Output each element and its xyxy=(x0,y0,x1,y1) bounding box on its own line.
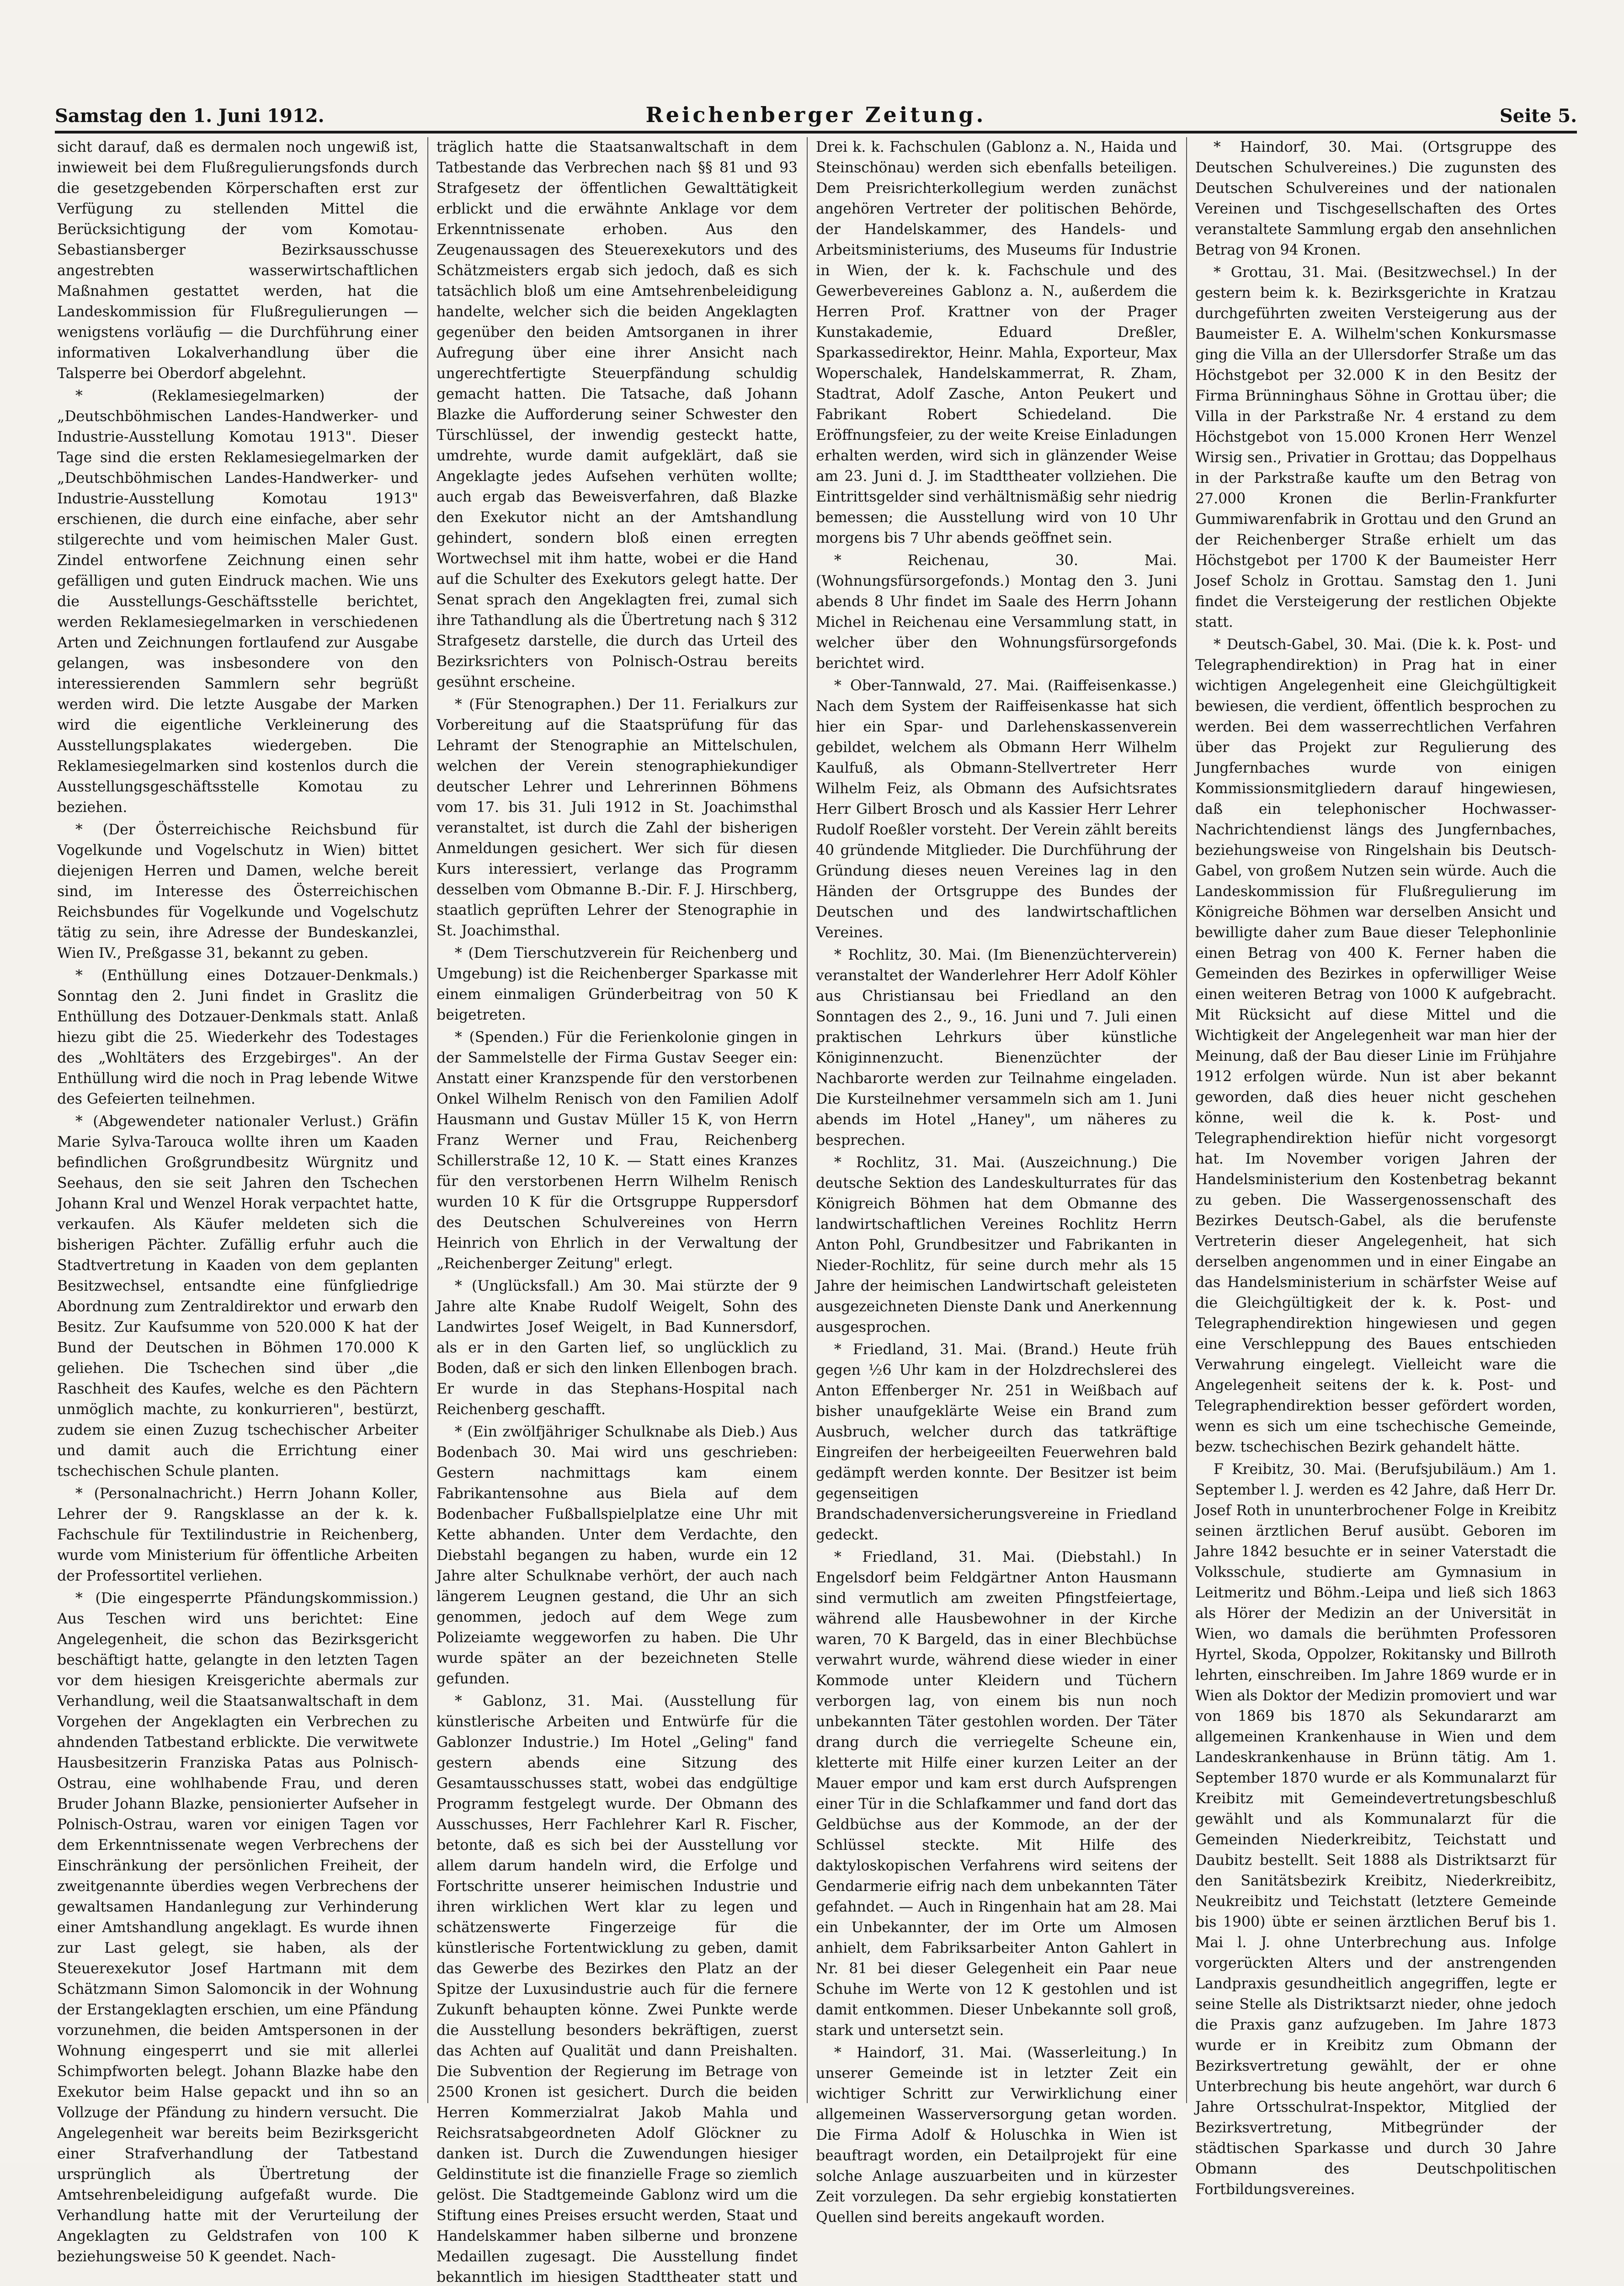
article-paragraph: * Reichenau, 30. Mai. (Wohnungsfürsorgefonds.) Montag den 3. Juni abends 8 Uhr findet im Saale des Herrn Johann Michel in Reichenau eine Versammlung statt, in welcher über den Wohnungsfürsorgefonds berichtet wird. xyxy=(816,552,1177,672)
column-divider xyxy=(807,137,808,2103)
column-divider xyxy=(427,137,428,2103)
article-paragraph: * Ober-Tannwald, 27. Mai. (Raiffeisenkasse.) Nach dem System der Raiffeisenkasse hat sich hier ein Spar- und Darlehenskassenverein gebildet, welchem als Obmann Herr Wilhelm Kaulfuß, als Obmann-Stellvertreter Herr Wilhelm Feiz, als Obmann des Aufsichtsrates Herr Gilbert Brosch und als Kassier Herr Lehrer Rudolf Roeßler vorsteht. Der Verein zählt bereits 40 gründende Mitglieder. Die Durchführung der Gründung dieses neuen Vereines lag in den Händen der Ortsgruppe des Bundes der Deutschen und des landwirtschaftlichen Vereines. xyxy=(816,678,1177,941)
article-paragraph: * (Die eingesperrte Pfändungskommission.) Aus Teschen wird uns berichtet: Eine Angelegenheit, die schon das Bezirksgericht beschäftigt hatte, gelangte in den letzten Tagen vor dem hiesigen Kreisgerichte abermals zur Verhandlung, weil die Staatsanwaltschaft in dem Vorgehen der Angeklagten ein Verbrechen zu ahndenden Tatbestand erblickte. Die verwitwete Hausbesitzerin Franziska Patas aus Polnisch-Ostrau, eine wohlhabende Frau, und deren Bruder Johann Blazke, pensionierter Aufseher in Polnisch-Ostrau, waren vor einigen Tagen vor dem Erkenntnissenate wegen Verbrechens der Einschränkung der persönlichen Freiheit, der zweitgenannte überdies wegen Verbrechens der gewaltsamen Handanlegung zur Verhinderung einer Amtshandlung angeklagt. Es wurde ihnen zur Last gelegt, sie haben, als der Steuerexekutor Josef Hartmann mit dem Schätzmann Simon Salomoncik in der Wohnung der Erstangeklagten erschien, um eine Pfändung vorzunehmen, die beiden Amtspersonen in der Wohnung eingesperrt und sie mit allerlei Schimpfworten belegt. Johann Blazke habe den Exekutor beim Halse gepackt und ihn so an Vollzuge der Pfändung zu hindern versucht. Die Angelegenheit war bereits beim Bezirksgericht einer Strafverhandlung der Tatbestand ursprünglich als Übertretung der Amtsehrenbeleidigung aufgefaßt wurde. Die Verhandlung hatte mit der Verurteilung der Angeklagten zu Geldstrafen von 100 K beziehungsweise 50 K geendet. Nach- xyxy=(57,1590,418,2265)
column-1 xyxy=(57,137,418,2265)
article-paragraph: * Gablonz, 31. Mai. (Ausstellung für künstlerische Arbeiten und Entwürfe für die Gablonzer Industrie.) Im Hotel „Geling" fand gestern abends eine Sitzung des Gesamtausschusses statt, wobei das endgültige Programm festgelegt wurde. Der Obmann des Ausschusses, Herr Fachlehrer Karl R. Fischer, betonte, daß es sich bei der Ausstellung vor allem darum handeln wird, die Erfolge und Fortschritte unserer heimischen Industrie und ihren wirklichen Wert klar zu legen und schätzenswerte Fingerzeige für die künstlerische Fortentwicklung zu geben, damit das Gewerbe des Bezirkes den Platz an der Spitze der Luxusindustrie auch für die fernere Zukunft behaupten könne. Zwei Punkte werde die Ausstellung besonders bekräftigen, zuerst das Achten auf Qualität und dann Preishalten. Die Subvention der Regierung im Betrage von 2500 Kronen ist gesichert. Durch die beiden Herren Kommerzialrat Jakob Mahla und Reichsratsabgeordneten Adolf Glöckner zu danken ist. Durch die Zuwendungen hiesiger Geldinstitute ist die finanzielle Frage so ziemlich gelöst. Die Stadtgemeinde Gablonz wird um die Stiftung eines Preises ersucht werden, Staat und Handelskammer haben silberne und bronzene Medaillen zugesagt. Die Ausstellung findet bekanntlich im hiesigen Stadttheater statt und xyxy=(437,1693,798,2286)
column-3 xyxy=(816,137,1177,2226)
article-paragraph: * (Ein zwölfjähriger Schulknabe als Dieb.) Aus Bodenbach 30. Mai wird uns geschrieben: Gestern nachmittags kam einem Fabrikantensohne aus Biela auf dem Bodenbacher Fußballspielplatze eine Uhr mit Kette abhanden. Unter dem Verdachte, den Diebstahl begangen zu haben, wurde ein 12 Jahre alter Schulknabe verhört, der auch nach längerem Leugnen gestand, die Uhr an sich genommen, jedoch auf dem Wege zum Polizeiamte weggeworfen zu haben. Die Uhr wurde später an der bezeichneten Stelle gefunden. xyxy=(437,1424,798,1687)
article-paragraph: Drei k. k. Fachschulen (Gablonz a. N., Haida und Steinschönau) werden sich ebenfalls beteiligen. Dem Preisrichterkollegium werden zunächst angehören Vertreter der politischen Behörde, der Handelskammer, des Handels- und Arbeitsministeriums, des Museums für Industrie in Wien, der k. k. Fachschule und des Gewerbevereines Gablonz a. N., außerdem die Herren Prof. Krattner von der Prager Kunstakademie, Eduard Dreßler, Sparkassedirektor, Heinr. Mahla, Exporteur, Max Woperschalek, Handelskammerrat, R. Zham, Stadtrat, Adolf Zasche, Anton Peukert und Fabrikant Robert Schiedeland. Die Eröffnungsfeier, zu der weite Kreise Einladungen erhalten werden, wird sich in glänzender Weise am 23. Juni d. J. im Stadttheater vollziehen. Die Eintrittsgelder sind verhältnismäßig sehr niedrig bemessen; die Ausstellung wird von 10 Uhr morgens bis 7 Uhr abends geöffnet sein. xyxy=(816,139,1177,546)
article-paragraph: * (Enthüllung eines Dotzauer-Denkmals.) Sonntag den 2. Juni findet in Graslitz die Enthüllung des Dotzauer-Denkmals statt. Anlaß hiezu gibt die 25. Wiederkehr des Todestages des „Wohltäters des Erzgebirges". An der Enthüllung wird die noch in Prag lebende Witwe des Gefeierten teilnehmen. xyxy=(57,967,418,1107)
article-paragraph: träglich hatte die Staatsanwaltschaft in dem Tatbestande das Verbrechen nach §§ 81 und 93 Strafgesetz der öffentlichen Gewalttätigkeit erblickt und die erwähnte Anklage vor dem Erkenntnissenate erhoben. Aus den Zeugenaussagen des Steuerexekutors und des Schätzmeisters ergab sich jedoch, daß es sich tatsächlich bloß um eine Amtsehrenbeleidigung handelte, welcher sich die beiden Angeklagten gegenüber den beiden Amtsorganen in ihrer Aufregung über eine ihrer Ansicht nach ungerechtfertigte Steuerpfändung schuldig gemacht hatten. Die Tatsache, daß Johann Blazke die Aufforderung seiner Schwester den Türschlüssel, der inwendig gesteckt hatte, umdrehte, wurde damit aufgeklärt, daß sie Angeklagte jedes Aufsehen verhüten wollte; auch ergab das Beweisverfahren, daß Blazke den Exekutor nicht an der Amtshandlung gehindert, sondern bloß einen erregten Wortwechsel mit ihm hatte, wobei er die Hand auf die Schulter des Exekutors gelegt hatte. Der Senat sprach den Angeklagten frei, zumal sich ihre Tathandlung als die Übertretung nach § 312 Strafgesetz darstelle, die durch das Urteil des Bezirksrichters von Polnisch-Ostrau bereits gesühnt erscheine. xyxy=(437,139,798,690)
article-paragraph: * Rochlitz, 30. Mai. (Im Bienenzüchterverein) veranstaltet der Wanderlehrer Herr Adolf Köhler aus Christiansau bei Friedland an den Sonntagen des 2., 9., 16. Juni und 7. Juli einen praktischen Lehrkurs über künstliche Königinnenzucht. Bienenzüchter der Nachbarorte werden zur Teilnahme eingeladen. Die Kursteilnehmer versammeln sich am 1. Juni abends im Hotel „Haney", um näheres zu besprechen. xyxy=(816,947,1177,1148)
article-paragraph: * (Dem Tierschutzverein für Reichenberg und Umgebung) ist die Reichenberger Sparkasse mit einem einmaligen Gründerbeitrag von 50 K beigetreten. xyxy=(437,945,798,1023)
newspaper-title: Reichenberger Zeitung. xyxy=(645,102,986,127)
article-paragraph: * Haindorf, 31. Mai. (Wasserleitung.) In unserer Gemeinde ist in letzter Zeit ein wichtiger Schritt zur Verwirklichung einer allgemeinen Wasserversorgung getan worden. Die Firma Adolf & Holuschka in Wien ist beauftragt worden, ein Detailprojekt für eine solche Anlage auszuarbeiten und in kürzester Zeit vorzulegen. Da sehr ergiebig konstatierten Quellen sind bereits angekauft worden. xyxy=(816,2045,1177,2226)
article-paragraph: * (Reklamesiegelmarken) der „Deutschböhmischen Landes-Handwerker- und Industrie-Ausstellung Komotau 1913". Dieser Tage sind die ersten Reklamesiegelmarken der „Deutschböhmischen Landes-Handwerker- und Industrie-Ausstellung Komotau 1913" erschienen, die durch eine einfache, aber sehr stilgerechte und vom heimischen Maler Gust. Zindel entworfene Zeichnung einen sehr gefälligen und guten Eindruck machen. Wie uns die Ausstellungs-Geschäftsstelle berichtet, werden Reklamesiegelmarken in verschiedenen Arten und Zeichnungen fortlaufend zur Ausgabe gelangen, was insbesondere von den interessierenden Sammlern sehr begrüßt werden wird. Die letzte Ausgabe der Marken wird die eigentliche Verkleinerung des Ausstellungsplakates wiedergeben. Die Reklamesiegelmarken sind kostenlos durch die Ausstellungsgeschäftsstelle Komotau zu beziehen. xyxy=(57,388,418,816)
article-paragraph: F Kreibitz, 30. Mai. (Berufsjubiläum.) Am 1. September l. J. werden es 42 Jahre, daß Herr Dr. Josef Roth in ununterbrochener Folge in Kreibitz seinen ärztlichen Beruf ausübt. Geboren im Jahre 1842 besuchte er in seiner Vaterstadt die Volksschule, studierte am Gymnasium in Leitmeritz und Böhm.-Leipa und ließ sich 1863 als Hörer der Medizin an der Universität in Wien, wo damals die berühmten Professoren Hyrtel, Skoda, Oppolzer, Rokitansky und Billroth lehrten, einschreiben. Im Jahre 1869 wurde er in Wien als Doktor der Medizin promoviert und war von 1869 bis 1870 als Sekundararzt am allgemeinen Krankenhause in Wien und dem Landeskrankenhause in Brünn tätig. Am 1. September 1870 wurde er als Kommunalarzt für Kreibitz mit Gemeindevertretungsbeschluß gewählt und als Kommunalarzt für die Gemeinden Niederkreibitz, Teichstatt und Daubitz bestellt. Seit 1888 als Distriktsarzt für den Sanitätsbezirk Kreibitz, Niederkreibitz, Neukreibitz und Teichstatt (letztere Gemeinde bis 1900) übte er seinen ärztlichen Beruf bis 1. Mai l. J. ohne Unterbrechung aus. Infolge vorgerückten Alters und der anstrengenden Landpraxis gesundheitlich angegriffen, legte er seine Stelle als Distriktsarzt nieder, ohne jedoch die Praxis ganz aufzugeben. Im Jahre 1873 wurde er in Kreibitz zum Obmann der Bezirksvertretung gewählt, der er ohne Unterbrechung bis heute angehört, war durch 6 Jahre Ortsschulrat-Inspektor, Mitglied der Bezirksvertretung, Mitbegründer der städtischen Sparkasse und durch 30 Jahre Obmann des Deutschpolitischen Fortbildungsvereines. xyxy=(1195,1461,1556,2198)
article-paragraph: * (Für Stenographen.) Der 11. Ferialkurs zur Vorbereitung auf die Staatsprüfung für das Lehramt der Stenographie an Mittelschulen, welchen der Verein stenographiekundiger deutscher Lehrer und Lehrerinnen Böhmens vom 17. bis 31. Juli 1912 in St. Joachimsthal veranstaltet, ist durch die Zahl der bisherigen Anmeldungen gesichert. Wer sich für diesen Kurs interessiert, verlange das Programm desselben vom Obmanne B.-Dir. F. J. Hirschberg, staatlich geprüften Lehrer der Stenographie in St. Joachimsthal. xyxy=(437,696,798,939)
header-date: Samstag den 1. Juni 1912. xyxy=(55,105,325,127)
article-paragraph: * Deutsch-Gabel, 30. Mai. (Die k. k. Post- und Telegraphendirektion) in Prag hat in einer wichtigen Angelegenheit eine Gleichgültigkeit bewiesen, die verdient, öffentlich besprochen zu werden. Bei dem wasserrechtlichen Verfahren über das Projekt zur Regulierung des Jungfernbaches wurde von einigen Kommissionsmitgliedern darauf hingewiesen, daß ein telephonischer Hochwasser-Nachrichtendienst längs des Jungfernbaches, beziehungsweise von Ringelshain bis Deutsch-Gabel, von großem Nutzen sein würde. Auch die Landeskommission für Flußregulierung im Königreiche Böhmen war derselben Ansicht und bewilligte daher zum Baue dieser Telephonlinie einen Betrag von 400 K. Ferner haben die Gemeinden des Bezirkes in opferwilliger Weise einen weiteren Betrag von 1000 K aufgebracht. Mit Rücksicht auf diese Mittel und die Wichtigkeit der Angelegenheit war man hier der Meinung, daß der Bau dieser Linie im Frühjahre 1912 erfolgen würde. Nun ist aber bekannt geworden, daß dies heuer nicht geschehen könne, weil die k. k. Post- und Telegraphendirektion hiefür nicht vorgesorgt hat. Im November vorigen Jahren der Handelsministerium den Kostenbetrag bekannt zu geben. Die Wassergenossenschaft des Bezirkes Deutsch-Gabel, als die berufenste Vertreterin dieser Angelegenheit, hat sich derselben angenommen und in einer Eingabe an das Handelsministerium in schärfster Weise auf die Gleichgültigkeit der k. k. Post- und Telegraphendirektion hingewiesen und gegen eine Verschleppung des Baues entschieden Verwahrung eingelegt. Vielleicht ware die Angelegenheit seitens der k. k. Post- und Telegraphendirektion besser gefördert worden, wenn es sich um eine tschechische Gemeinde, bezw. tschechischen Bezirk gehandelt hätte. xyxy=(1195,636,1556,1455)
article-paragraph: * Rochlitz, 31. Mai. (Auszeichnung.) Die deutsche Sektion des Landeskulturrates für das Königreich Böhmen hat dem Obmanne des landwirtschaftlichen Vereines Rochlitz Herrn Anton Pohl, Grundbesitzer und Fabrikanten in Nieder-Rochlitz, für seine durch mehr als 15 Jahre der heimischen Landwirtschaft geleisteten ausgezeichneten Dienste Dank und Anerkennung ausgesprochen. xyxy=(816,1154,1177,1335)
page-header xyxy=(55,101,1577,133)
page-number: Seite 5. xyxy=(1499,105,1577,127)
article-paragraph: * Friedland, 31. Mai. (Diebstahl.) In Engelsdorf beim Feldgärtner Anton Hausmann sind vermutlich am zweiten Pfingstfeiertage, während alle Hausbewohner in der Kirche waren, 70 K Bargeld, das in einer Blechbüchse verwahrt wurde, während diese wieder in einer Kommode unter Kleidern und Tüchern verborgen lag, von einem bis nun noch unbekannten Täter gestohlen worden. Der Täter drang durch die verriegelte Scheune ein, kletterte mit Hilfe einer kurzen Leiter an der Mauer empor und kam erst durch Aufsprengen einer Tür in die Schlafkammer und fand dort das Geldbüchse aus der Kommode, an der der Schlüssel steckte. Mit Hilfe des daktyloskopischen Verfahrens wird seitens der Gendarmerie eifrig nach dem unbekannten Täter gefahndet. — Auch in Ringenhain hat am 28. Mai ein Unbekannter, der im Orte um Almosen anhielt, dem Fabriksarbeiter Anton Gahlert in Nr. 81 bei dieser Gelegenheit ein Paar neue Schuhe im Werte von 12 K gestohlen und ist damit entkommen. Dieser Unbekannte soll groß, stark und untersetzt sein. xyxy=(816,1549,1177,2039)
article-paragraph: * (Der Österreichische Reichsbund für Vogelkunde und Vogelschutz in Wien) bittet diejenigen Herren und Damen, welche bereit sind, im Interesse des Österreichischen Reichsbundes für Vogelkunde und Vogelschutz tätig zu sein, ihre Adresse der Bundeskanzlei, Wien IV., Preßgasse 31, bekannt zu geben. xyxy=(57,822,418,961)
column-2 xyxy=(437,137,798,2286)
article-paragraph: * Grottau, 31. Mai. (Besitzwechsel.) In der gestern beim k. k. Bezirksgerichte in Kratzau durchgeführten zweiten Versteigerung aus der Baumeister E. A. Wilhelm'schen Konkursmasse ging die Villa an der Ullersdorfer Straße um das Höchstgebot per 32.000 K in den Besitz der Firma Brünninghaus Söhne in Grottau über; die Villa in der Parkstraße Nr. 4 erstand zu dem Höchstgebot von 15.000 Kronen Herr Wenzel Wirsig sen., Privatier in Grottau; das Doppelhaus in der Parkstraße kaufte um den Betrag von 27.000 Kronen die Berlin-Frankfurter Gummiwarenfabrik in Grottau und den Grund an der Reichenberger Straße erhielt um das Höchstgebot per 1700 K der Baumeister Herr Josef Scholz in Grottau. Samstag den 1. Juni findet die Versteigerung der restlichen Objekte statt. xyxy=(1195,264,1556,630)
article-paragraph: * Friedland, 31. Mai. (Brand.) Heute früh gegen ½6 Uhr kam in der Holzdrechslerei des Anton Effenberger Nr. 251 in Weißbach auf bisher unaufgeklärte Weise ein Brand zum Ausbruch, welcher durch das tatkräftige Eingreifen der herbeigeeilten Feuerwehren bald gedämpft werden konnte. Der Besitzer ist beim gegenseitigen Brandschadenversicherungsvereine in Friedland gedeckt. xyxy=(816,1341,1177,1543)
column-divider xyxy=(1186,137,1187,2103)
article-paragraph: * (Personalnachricht.) Herrn Johann Koller, Lehrer der 9. Rangsklasse an der k. k. Fachschule für Textilindustrie in Reichenberg, wurde vom Ministerium für öffentliche Arbeiten der Professortitel verliehen. xyxy=(57,1485,418,1584)
article-paragraph: * (Abgewendeter nationaler Verlust.) Gräfin Marie Sylva-Tarouca wollte ihren um Kaaden befindlichen Großgrundbesitz Würgnitz und Seehaus, den sie seit Jahren den Tschechen Johann Kral und Wenzel Horak verpachtet hatte, verkaufen. Als Käufer meldeten sich die bisherigen Pächter. Zufällig erfuhr auch die Stadtvertretung in Kaaden von dem geplanten Besitzwechsel, entsandte eine fünfgliedrige Abordnung zum Zentraldirektor und erwarb den Besitz. Zur Kaufsumme von 520.000 K hat der Bund der Deutschen in Böhmen 170.000 K geliehen. Die Tschechen sind über „die Raschheit des Kaufes, welche es den Pächtern unmöglich machte, zu konkurrieren", bestürzt, zudem sie einen Zuzug tschechischer Arbeiter und damit auch die Errichtung einer tschechischen Schule planten. xyxy=(57,1113,418,1479)
column-4 xyxy=(1195,137,1556,2198)
header-rule xyxy=(55,131,1577,134)
article-paragraph: * Haindorf, 30. Mai. (Ortsgruppe des Deutschen Schulvereines.) Die zugunsten des Deutschen Schulvereines und der nationalen Vereinen und Tischgesellschaften des Ortes veranstaltete Sammlung ergab den ansehnlichen Betrag von 94 Kronen. xyxy=(1195,139,1556,258)
article-paragraph: sicht darauf, daß es dermalen noch ungewiß ist, inwieweit bei dem Flußregulierungsfonds durch die gesetzgebenden Körperschaften erst zur Verfügung zu stellenden Mittel die Berücksichtigung der vom Komotau-Sebastiansberger Bezirksausschusse angestrebten wasserwirtschaftlichen Maßnahmen gestattet werden, hat die Landeskommission für Flußregulierungen — wenigstens vorläufig — die Durchführung einer informativen Lokalverhandlung über die Talsperre bei Oberdorf abgelehnt. xyxy=(57,139,418,382)
article-paragraph: * (Spenden.) Für die Ferienkolonie gingen in der Sammelstelle der Firma Gustav Seeger ein: Anstatt einer Kranzspende für den verstorbenen Onkel Wilhelm Renisch von den Familien Adolf Hausmann und Gustav Müller 15 K, von Herrn Franz Werner und Frau, Reichenberg Schillerstraße 12, 10 K. — Statt eines Kranzes für den verstorbenen Herrn Wilhelm Renisch wurden 10 K für die Ortsgruppe Ruppersdorf des Deutschen Schulvereines von Herrn Heinrich von Ehrlich in der Verwaltung der „Reichenberger Zeitung" erlegt. xyxy=(437,1029,798,1272)
article-paragraph: * (Unglücksfall.) Am 30. Mai stürzte der 9 Jahre alte Knabe Rudolf Weigelt, Sohn des Landwirtes Josef Weigelt, in Bad Kunnersdorf, als er in den Garten lief, so unglücklich zu Boden, daß er sich den linken Ellenbogen brach. Er wurde in das Stephans-Hospital nach Reichenberg geschafft. xyxy=(437,1278,798,1418)
